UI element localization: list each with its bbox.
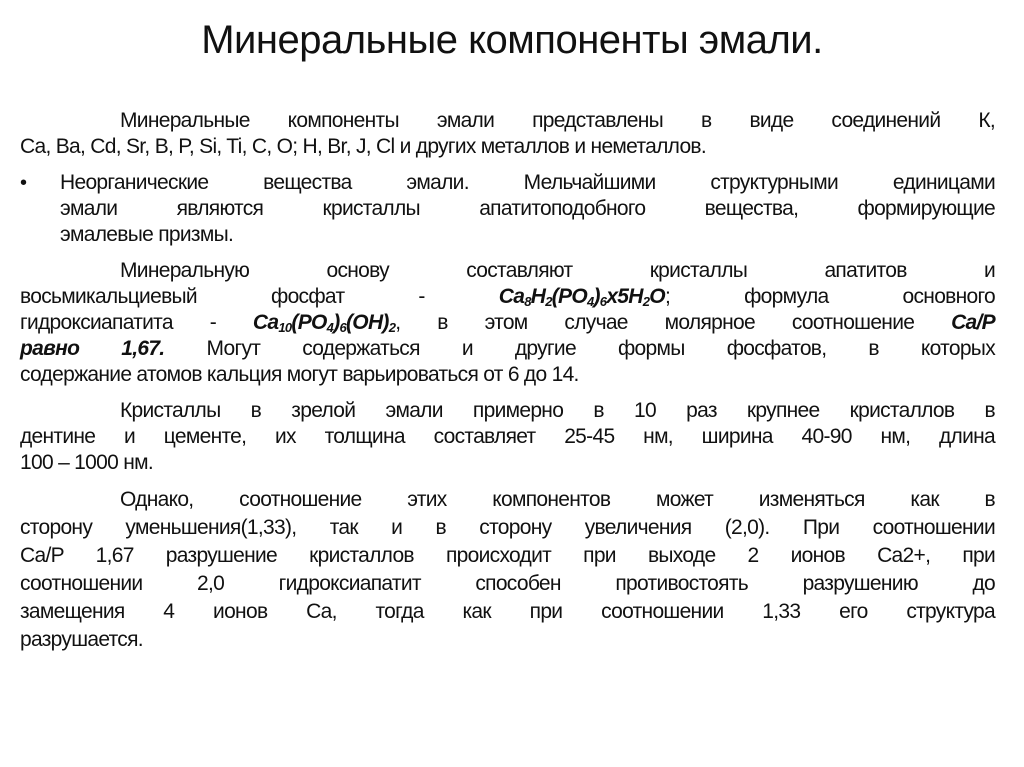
- text-line: [60, 196, 995, 222]
- emphasis-text: x5H: [606, 285, 643, 308]
- slide-body: [20, 108, 995, 664]
- emphasis-text: (OH): [346, 311, 389, 334]
- text-line: [20, 310, 995, 336]
- text-segment: Однако, соотношение этих компонентов может изменяться как в: [120, 488, 995, 511]
- text-line: [60, 222, 995, 248]
- text-line: [20, 258, 995, 284]
- text-segment: соотношении 2,0 гидроксиапатит способен противостоять разрушению до: [20, 572, 995, 595]
- text-segment: восьмикальциевый фосфат -: [20, 285, 499, 308]
- bullet-icon: •: [20, 172, 27, 194]
- text-segment: Ca/P 1,67 разрушение кристаллов происходит при выходе 2 ионов Ca2+, при: [20, 544, 995, 567]
- text-segment: ; формула основного: [664, 285, 995, 308]
- text-segment: эмали являются кристаллы апатитоподобного вещества, формирующие: [60, 197, 995, 220]
- text-line: [20, 336, 995, 362]
- emphasis-text: ): [593, 285, 600, 308]
- paragraph: [20, 486, 995, 654]
- text-segment: сторону уменьшения(1,33), так и в сторону увеличения (2,0). При соотношении: [20, 516, 995, 539]
- text-line: [20, 424, 995, 450]
- text-segment: замещения 4 ионов Ca, тогда как при соотношении 1,33 его структура: [20, 600, 995, 623]
- text-segment: Могут содержаться и другие формы фосфатов, в которых: [164, 337, 995, 360]
- paragraph: [20, 258, 995, 388]
- emphasis-text: (PO: [291, 311, 327, 334]
- text-segment: Неорганические вещества эмали. Мельчайшими структурными единицами: [60, 171, 995, 194]
- slide-title: Минеральные компоненты эмали.: [201, 18, 823, 62]
- text-segment: 100 – 1000 нм.: [20, 451, 154, 474]
- text-line: [20, 108, 995, 134]
- emphasis-text: Ca: [498, 285, 525, 308]
- text-line: [20, 134, 995, 160]
- emphasis-text: O: [649, 285, 665, 308]
- text-segment: гидроксиапатита -: [20, 311, 253, 334]
- emphasis-text: равно 1,67.: [20, 337, 165, 360]
- text-line: [20, 284, 995, 310]
- subscript: 8: [524, 294, 531, 309]
- emphasis-text: ): [333, 311, 340, 334]
- text-segment: содержание атомов кальция могут варьироваться от 6 до 14.: [20, 363, 579, 386]
- subscript: 6: [599, 294, 607, 309]
- text-line: [20, 398, 995, 424]
- text-line: [60, 170, 995, 196]
- subscript: 4: [586, 294, 594, 309]
- subscript: 2: [642, 294, 650, 309]
- emphasis-text: (PO: [551, 285, 587, 308]
- text-line: [20, 570, 995, 598]
- subscript: 2: [545, 294, 552, 309]
- bullet-paragraph: [20, 170, 995, 248]
- text-segment: Кристаллы в зрелой эмали примерно в 10 раз крупнее кристаллов в: [120, 399, 995, 422]
- paragraph: [20, 108, 995, 160]
- paragraph: [20, 398, 995, 476]
- subscript: 6: [339, 320, 347, 335]
- emphasis-text: H: [530, 285, 546, 308]
- text-line: [20, 598, 995, 626]
- text-segment: разрушается.: [20, 628, 143, 651]
- text-line: [20, 362, 995, 388]
- text-segment: Минеральные компоненты эмали представлены в виде соединений К,: [120, 109, 995, 132]
- subscript: 4: [326, 320, 334, 335]
- text-segment: эмалевые призмы.: [60, 223, 234, 246]
- subscript: 10: [278, 320, 292, 335]
- text-segment: Минеральную основу составляют кристаллы апатитов и: [120, 259, 995, 282]
- subscript: 2: [388, 320, 396, 335]
- text-line: [20, 486, 995, 514]
- text-line: [20, 514, 995, 542]
- text-line: [20, 450, 995, 476]
- text-segment: дентине и цементе, их толщина составляет 25-45 нм, ширина 40-90 нм, длина: [20, 425, 995, 448]
- text-line: [20, 626, 995, 654]
- text-segment: , в этом случае молярное соотношение: [395, 311, 952, 334]
- text-segment: Ca, Ba, Cd, Sr, B, P, Si, Ti, C, O; H, Br, J, Cl и других металлов и неметаллов.: [20, 135, 707, 158]
- emphasis-text: Ca/P: [951, 311, 995, 334]
- emphasis-text: Ca: [252, 311, 279, 334]
- text-line: [20, 542, 995, 570]
